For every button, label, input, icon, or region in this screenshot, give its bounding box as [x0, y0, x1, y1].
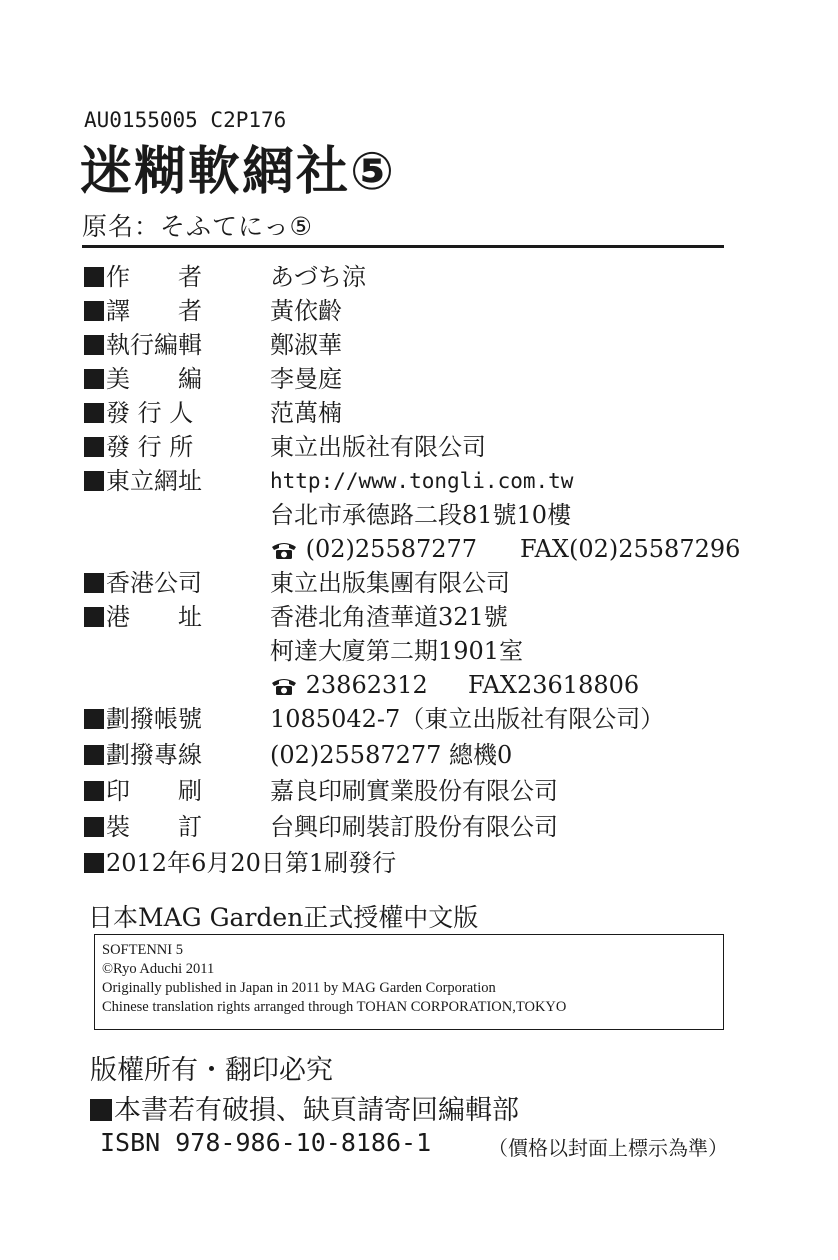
- credit-row-publishing-house: [84, 430, 764, 464]
- black-square-icon: [84, 403, 104, 423]
- credit-row-giro-account: [84, 702, 764, 738]
- black-square-icon: [84, 607, 104, 627]
- credit-value: 嘉良印刷實業股份有限公司: [270, 777, 558, 805]
- catalog-code: AU0155005 C2P176: [84, 108, 287, 132]
- damage-notice-text: 本書若有破損、缺頁請寄回編輯部: [114, 1095, 519, 1126]
- hk-company-row: [84, 566, 764, 600]
- damage-notice: [90, 1088, 519, 1127]
- credit-label: 印 刷: [106, 777, 202, 805]
- credit-row-binding: [84, 810, 764, 846]
- credit-label: 作 者: [106, 263, 202, 291]
- credit-value: 李曼庭: [270, 365, 342, 393]
- black-square-icon: [84, 817, 104, 837]
- credit-row-website: [84, 464, 764, 498]
- isbn: ISBN 978-986-10-8186-1: [100, 1128, 432, 1157]
- tongli-contact-row: [84, 532, 764, 566]
- credit-row-publisher: [84, 396, 764, 430]
- tongli-phone: (02)25587277: [305, 535, 478, 563]
- tongli-contact: [270, 532, 477, 566]
- telephone-icon: [270, 676, 298, 696]
- credit-row-printing: [84, 774, 764, 810]
- hk-fax: FAX23618806: [468, 671, 640, 699]
- credit-value: (02)25587277 總機0: [270, 741, 513, 769]
- black-square-icon: [84, 471, 104, 491]
- website-url: http://www.tongli.com.tw: [270, 469, 574, 493]
- credit-label: 裝 訂: [106, 813, 202, 841]
- price-note: （價格以封面上標示為準）: [488, 1136, 728, 1160]
- credit-value: 黃依齡: [270, 297, 342, 325]
- credit-label: 東立網址: [106, 467, 202, 495]
- credit-row-editor: [84, 328, 764, 362]
- copyright-box: [94, 934, 724, 1030]
- credit-value: 台興印刷裝訂股份有限公司: [270, 813, 558, 841]
- black-square-icon: [84, 709, 104, 729]
- credit-label: 港 址: [106, 603, 202, 631]
- black-square-icon: [84, 745, 104, 765]
- hk-address-row-2: [84, 634, 764, 668]
- credit-row-translator: [84, 294, 764, 328]
- credit-row-giro-line: [84, 738, 764, 774]
- credit-label: 發 行 所: [106, 433, 194, 461]
- credit-value: 鄭淑華: [270, 331, 342, 359]
- credit-label: 劃撥專線: [106, 741, 202, 769]
- tongli-address: 台北市承德路二段81號10樓: [270, 501, 572, 529]
- credit-label: 譯 者: [106, 297, 202, 325]
- credit-label: 執行編輯: [106, 331, 202, 359]
- black-square-icon: [84, 853, 104, 873]
- credit-value: 東立出版社有限公司: [270, 433, 486, 461]
- rights-reserved: 版權所有・翻印必究: [90, 1055, 333, 1086]
- credit-value: あづち涼: [270, 263, 366, 291]
- tongli-address-row: [84, 498, 764, 532]
- black-square-icon: [84, 267, 104, 287]
- credit-row-designer: [84, 362, 764, 396]
- print-date: 2012年6月20日第1刷發行: [106, 849, 397, 877]
- hk-address-row: [84, 600, 764, 634]
- hk-contact-row: [84, 668, 764, 702]
- license-statement: 日本MAG Garden正式授權中文版: [88, 903, 479, 932]
- print-date-row: [84, 846, 764, 882]
- black-square-icon: [84, 301, 104, 321]
- copyright-line: Originally published in Japan in 2011 by MAG Garden Corporation: [102, 980, 496, 996]
- credit-value: 范萬楠: [270, 399, 342, 427]
- credit-label: 劃撥帳號: [106, 705, 202, 733]
- hk-company: 東立出版集團有限公司: [270, 569, 510, 597]
- copyright-line: ©Ryo Aduchi 2011: [102, 961, 215, 977]
- copyright-line: Chinese translation rights arranged through TOHAN CORPORATION,TOKYO: [102, 999, 567, 1015]
- black-square-icon: [84, 573, 104, 593]
- copyright-line: SOFTENNI 5: [102, 942, 183, 958]
- credit-label: 發 行 人: [106, 399, 194, 427]
- black-square-icon: [84, 437, 104, 457]
- hk-address-line-1: 香港北角渣華道321號: [270, 603, 508, 631]
- credit-label: 美 編: [106, 365, 202, 393]
- tongli-fax: FAX(02)25587296: [520, 535, 741, 563]
- credit-value: 1085042-7（東立出版社有限公司）: [270, 705, 665, 733]
- credits-block: [84, 260, 764, 882]
- credit-label: 香港公司: [106, 569, 202, 597]
- hk-phone: 23862312: [305, 671, 428, 699]
- book-title: 迷糊軟網社⑤: [80, 142, 397, 202]
- black-square-icon: [84, 335, 104, 355]
- hk-address-line-2: 柯達大廈第二期1901室: [270, 637, 524, 665]
- telephone-icon: [270, 540, 298, 560]
- hk-contact: [270, 668, 428, 702]
- black-square-icon: [84, 781, 104, 801]
- black-square-icon: [84, 369, 104, 389]
- title-divider: [82, 245, 724, 248]
- original-title: 原名：そふてにっ⑤: [82, 212, 313, 241]
- credit-row-author: [84, 260, 764, 294]
- black-square-icon: [90, 1099, 112, 1121]
